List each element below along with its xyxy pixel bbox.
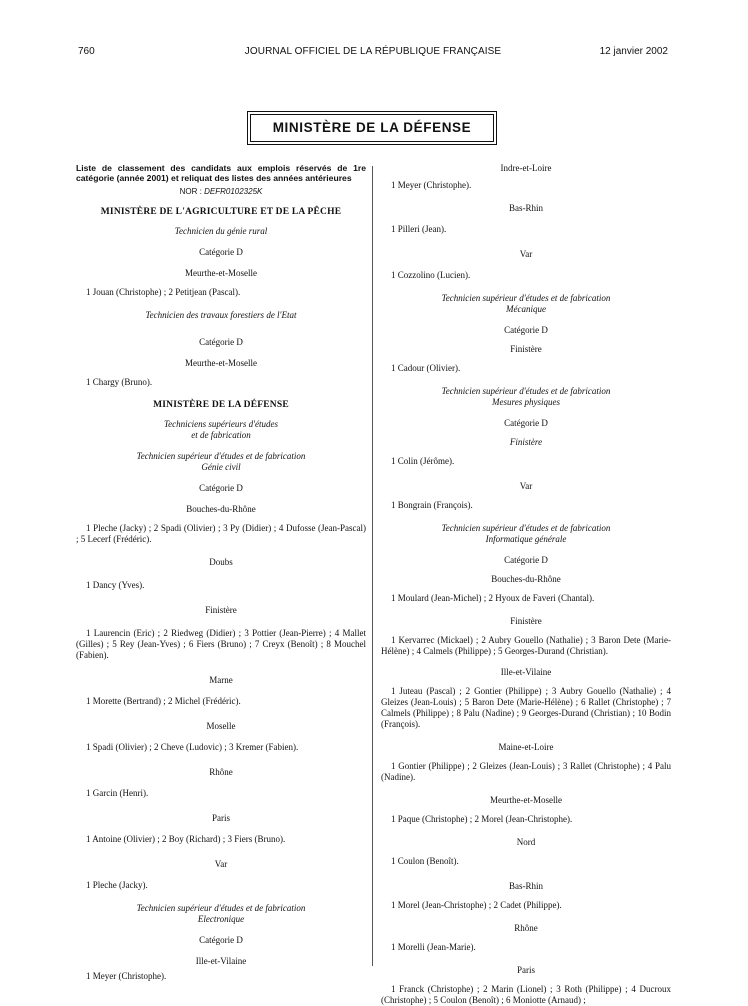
nor-reference xyxy=(76,186,366,197)
category-heading: Catégorie D xyxy=(199,247,243,257)
candidate-list: 1 Garcin (Henri). xyxy=(86,788,149,798)
nor-label: NOR : xyxy=(179,187,202,196)
department-heading: Finistère xyxy=(510,616,542,626)
department-heading: Finistère xyxy=(205,605,237,615)
department-heading: Var xyxy=(214,859,228,869)
candidate-list: 1 Morelli (Jean-Marie). xyxy=(391,942,476,952)
department-heading: Nord xyxy=(516,837,536,847)
job-specialty: Informatique générale xyxy=(485,534,567,544)
candidate-list: 1 Laurencin (Eric) ; 2 Riedweg (Didier) ; 3 Pottier (Jean-Pierre) ; 4 Mallet (Gilles) ; 5 Rey (Jean-Yves) ; 6 Fiers (Bruno) ; 7 Creyx (Benoît) ; 8 Mouchel (Fabien). xyxy=(76,628,366,660)
job-group-line-2: et de fabrication xyxy=(191,430,251,440)
job-title-line-1: Technicien supérieur d'études et de fabrication xyxy=(441,293,611,303)
ministry-heading-defense: MINISTÈRE DE LA DÉFENSE xyxy=(153,400,289,410)
candidate-list: 1 Kervarrec (Mickael) ; 2 Aubry Gouello (Nathalie) ; 3 Baron Dete (Marie-Hélène) ; 4 Calmels (Philippe) ; 5 Georges-Durand (Christian). xyxy=(381,635,671,656)
journal-title: JOURNAL OFFICIEL DE LA RÉPUBLIQUE FRANÇAISE xyxy=(244,46,502,57)
column-divider xyxy=(372,166,373,966)
job-title: Technicien du génie rural xyxy=(174,226,268,236)
job-title-line-1: Technicien supérieur d'études et de fabrication xyxy=(136,451,306,461)
candidate-list: 1 Dancy (Yves). xyxy=(86,580,145,590)
candidate-list: 1 Bongrain (François). xyxy=(391,500,473,510)
candidate-list: 1 Meyer (Christophe). xyxy=(391,180,472,190)
department-heading: Meurthe-et-Moselle xyxy=(185,358,257,368)
candidate-list: 1 Chargy (Bruno). xyxy=(86,377,153,387)
department-heading: Finistère xyxy=(510,344,542,354)
department-heading: Moselle xyxy=(206,721,236,731)
candidate-list: 1 Moulard (Jean-Michel) ; 2 Hyoux de Faveri (Chantal). xyxy=(391,593,595,603)
department-heading: Rhône xyxy=(514,923,538,933)
candidate-list: 1 Cozzolino (Lucien). xyxy=(391,270,471,280)
department-heading: Indre-et-Loire xyxy=(500,163,552,173)
candidate-list: 1 Juteau (Pascal) ; 2 Gontier (Philippe) ; 3 Aubry Gouello (Nathalie) ; 4 Gleizes (Jean-Louis) ; 5 Baron Dete (Marie-Hélène) ; 6 Rallet (Christophe) ; 7 Calmels (Philippe) ; 8 Palu (Nadine) ; 9 Georges-Durand (Christian) ; 10 Bodin (François). xyxy=(381,686,671,729)
category-heading: Catégorie D xyxy=(504,325,548,335)
candidate-list: 1 Pleche (Jacky) ; 2 Spadi (Olivier) ; 3 Py (Didier) ; 4 Dufosse (Jean-Pascal) ; 5 Lecerf (Frédéric). xyxy=(76,523,366,544)
department-heading: Doubs xyxy=(209,557,233,567)
department-heading: Bas-Rhin xyxy=(508,881,543,891)
category-heading: Catégorie D xyxy=(199,935,243,945)
department-heading: Meurthe-et-Moselle xyxy=(490,795,562,805)
category-heading: Catégorie D xyxy=(504,555,548,565)
category-heading: Catégorie D xyxy=(504,418,548,428)
department-heading: Paris xyxy=(517,965,535,975)
category-heading: Catégorie D xyxy=(199,483,243,493)
department-heading: Maine-et-Loire xyxy=(498,742,554,752)
department-heading: Meurthe-et-Moselle xyxy=(185,268,257,278)
job-specialty: Mécanique xyxy=(506,304,546,314)
category-heading: Catégorie D xyxy=(199,337,243,347)
job-specialty: Mesures physiques xyxy=(492,397,560,407)
right-column xyxy=(381,163,671,1006)
department-heading: Var xyxy=(519,249,533,259)
candidate-list: 1 Franck (Christophe) ; 2 Marin (Lionel) ; 3 Roth (Philippe) ; 4 Ducroux (Christophe) ; 5 Coulon (Benoît) ; 6 Moniotte (Arnaud) ; xyxy=(381,984,671,1005)
ministry-heading-agriculture: MINISTÈRE DE L'AGRICULTURE ET DE LA PÊCHE xyxy=(100,207,342,217)
page-header xyxy=(78,46,668,60)
page-number: 760 xyxy=(78,46,95,57)
left-column xyxy=(76,163,366,982)
candidate-list: 1 Gontier (Philippe) ; 2 Gleizes (Jean-Louis) ; 3 Rallet (Christophe) ; 4 Palu (Nadine). xyxy=(381,761,671,782)
candidate-list: 1 Jouan (Christophe) ; 2 Petitjean (Pascal). xyxy=(86,287,241,297)
department-heading: Finistère xyxy=(509,437,543,447)
department-heading: Ille-et-Vilaine xyxy=(195,956,247,966)
ministry-banner: MINISTÈRE DE LA DÉFENSE xyxy=(250,114,494,142)
candidate-list: 1 Cadour (Olivier). xyxy=(391,363,461,373)
job-title: Technicien des travaux forestiers de l'Etat xyxy=(145,310,297,320)
job-title-line-1: Technicien supérieur d'études et de fabrication xyxy=(136,903,306,913)
department-heading: Var xyxy=(519,481,533,491)
candidate-list: 1 Pleche (Jacky). xyxy=(86,880,148,890)
department-heading: Bouches-du-Rhône xyxy=(186,504,256,514)
candidate-list: 1 Coulon (Benoît). xyxy=(391,856,459,866)
candidate-list: 1 Colin (Jérôme). xyxy=(391,456,455,466)
candidate-list: 1 Pilleri (Jean). xyxy=(391,224,447,234)
nor-code: DEFR0102325K xyxy=(204,187,263,196)
candidate-list: 1 Spadi (Olivier) ; 2 Cheve (Ludovic) ; 3 Kremer (Fabien). xyxy=(86,742,299,752)
department-heading: Bouches-du-Rhône xyxy=(491,574,561,584)
department-heading: Rhône xyxy=(209,767,233,777)
job-group-line-1: Techniciens supérieurs d'études xyxy=(163,419,279,429)
department-heading: Paris xyxy=(212,813,230,823)
candidate-list: 1 Paque (Christophe) ; 2 Morel (Jean-Christophe). xyxy=(391,814,573,824)
candidate-list: 1 Morette (Bertrand) ; 2 Michel (Frédéric). xyxy=(86,696,241,706)
candidate-list: 1 Morel (Jean-Christophe) ; 2 Cadet (Philippe). xyxy=(391,900,562,910)
list-title: Liste de classement des candidats aux emplois réservés de 1re catégorie (année 2001) et reliquat des listes des années antérieures xyxy=(76,163,366,183)
department-heading: Bas-Rhin xyxy=(508,203,543,213)
job-title-line-1: Technicien supérieur d'études et de fabrication xyxy=(441,386,611,396)
candidate-list: 1 Meyer (Christophe). xyxy=(86,971,167,981)
publication-date: 12 janvier 2002 xyxy=(599,46,668,57)
candidate-list: 1 Antoine (Olivier) ; 2 Boy (Richard) ; 3 Fiers (Bruno). xyxy=(86,834,286,844)
department-heading: Ille-et-Vilaine xyxy=(500,667,552,677)
job-specialty: Génie civil xyxy=(201,462,241,472)
job-specialty: Electronique xyxy=(197,914,245,924)
job-title-line-1: Technicien supérieur d'études et de fabrication xyxy=(441,523,611,533)
department-heading: Marne xyxy=(209,675,233,685)
